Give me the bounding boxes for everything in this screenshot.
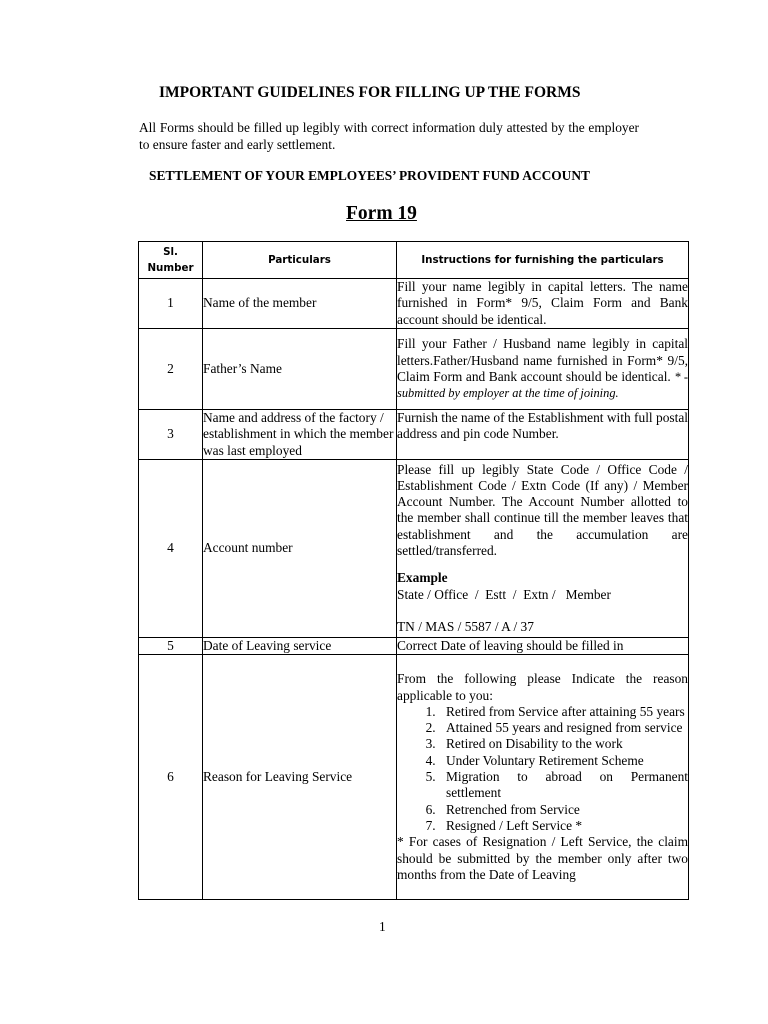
table-row (139, 459, 689, 637)
table-row (139, 409, 689, 459)
header-sl-line1: Sl. (163, 246, 178, 258)
page-heading: IMPORTANT GUIDELINES FOR FILLING UP THE FORMS (159, 84, 581, 101)
row-particular: Name of the member (203, 279, 397, 329)
row-number: 4 (139, 459, 203, 637)
row-instruction (397, 655, 689, 900)
row-particular: Account number (203, 459, 397, 637)
reasons-list (397, 704, 688, 834)
page-number: 1 (379, 919, 386, 934)
table-row (139, 279, 689, 329)
row-number: 6 (139, 655, 203, 900)
row-number: 1 (139, 279, 203, 329)
table-row (139, 328, 689, 409)
section-subheading: SETTLEMENT OF YOUR EMPLOYEES’ PROVIDENT FUND ACCOUNT (149, 168, 590, 183)
form-title: Form 19 (346, 203, 417, 224)
list-item: 1. Retired from Service after attaining 55 years (439, 704, 688, 720)
header-particulars: Particulars (203, 242, 397, 279)
row-instruction: Correct Date of leaving should be filled in (397, 637, 689, 654)
list-item: 6. Retrenched from Service (439, 802, 688, 818)
example-label: Example (397, 570, 448, 586)
row-instruction-text: From the following please Indicate the reason applicable to you: (397, 671, 688, 703)
row-number: 5 (139, 637, 203, 654)
row-particular: Reason for Leaving Service (203, 655, 397, 900)
row-particular: Father’s Name (203, 328, 397, 409)
row-particular: Name and address of the factory / establishment in which the member was last employed (203, 409, 397, 459)
example-format: State / Office / Estt / Extn / Member (397, 586, 611, 602)
header-sl-line2: Number (147, 262, 194, 274)
row-instruction (397, 328, 689, 409)
list-item: 4. Under Voluntary Retirement Scheme (439, 753, 688, 769)
guidelines-table (138, 241, 689, 900)
table-row (139, 637, 689, 654)
row-instruction: Fill your name legibly in capital letters. The name furnished in Form* 9/5, Claim Form and Bank account should be identical. (397, 279, 688, 327)
row-number: 3 (139, 409, 203, 459)
table-row (139, 655, 689, 900)
row-instruction: Furnish the name of the Establishment with full postal address and pin code Number. (397, 409, 689, 459)
list-item: 3. Retired on Disability to the work (439, 736, 688, 752)
list-item: 2. Attained 55 years and resigned from service (439, 720, 688, 736)
row-particular: Date of Leaving service (203, 637, 397, 654)
table-header-row (139, 242, 689, 279)
header-sl-number (139, 242, 203, 279)
row-number: 2 (139, 328, 203, 409)
list-item: 7. Resigned / Left Service * (439, 818, 688, 834)
header-instructions: Instructions for furnishing the particulars (397, 242, 689, 279)
row-instruction (397, 459, 689, 637)
row-instruction-text: Please fill up legibly State Code / Office Code / Establishment Code / Extn Code (If any) / Member Account Number. The Account Number allotted to the member shall continue till the member leaves that establishment and the accumulation are settled/transferred. (397, 461, 688, 559)
intro-paragraph: All Forms should be filled up legibly with correct information duly attested by the employer to ensure faster and early settlement. (139, 120, 639, 152)
row-footnote: * For cases of Resignation / Left Service, the claim should be submitted by the member only after two months from the Date of Leaving (397, 834, 688, 882)
list-item: 5. Migration to abroad on Permanent settlement (439, 769, 688, 802)
example-value: TN / MAS / 5587 / A / 37 (397, 618, 534, 634)
row-instruction-note: * - submitted by employer at the time of joining. (397, 369, 688, 401)
row-instruction-text: Fill your Father / Husband name legibly in capital letters.Father/Husband name furnished in Form* 9/5, Claim Form and Bank account should be identical. (397, 336, 688, 384)
